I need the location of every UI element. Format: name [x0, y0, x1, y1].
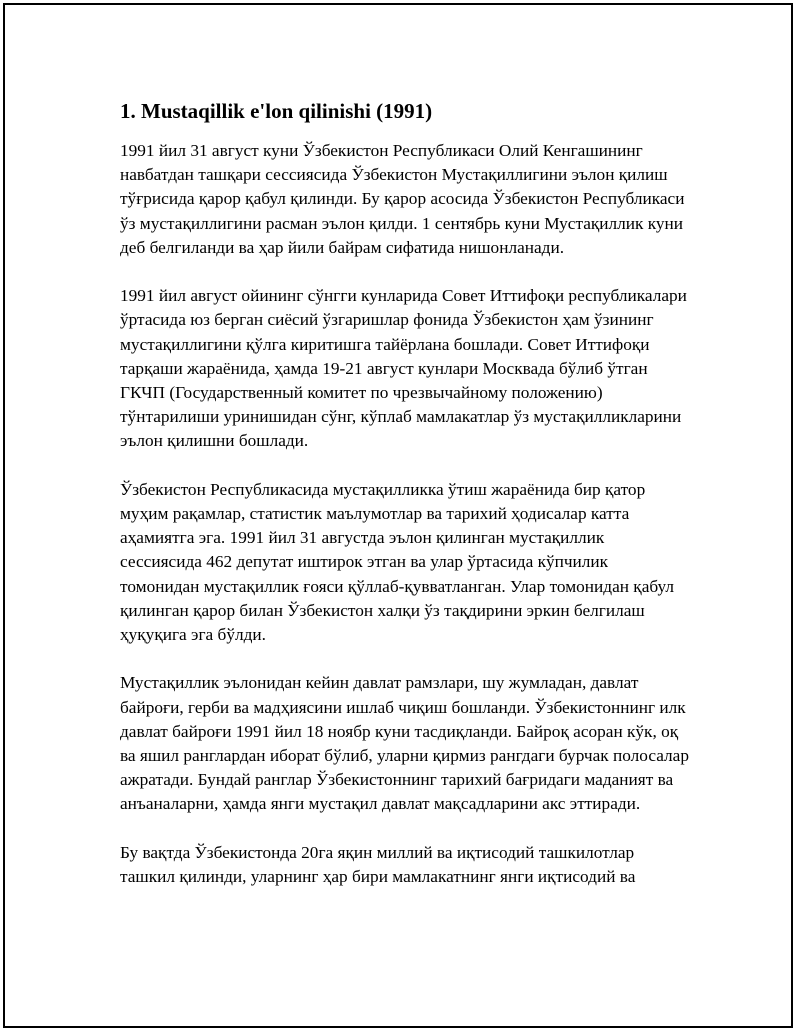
paragraph-1: 1991 йил 31 август куни Ўзбекистон Республикаси Олий Кенгашининг навбатдан ташқари сессиясида Ўзбекистон Мустақиллигини эълон қилиш тўғрисида қарор қабул қилинди. Бу қарор асосида Ўзбекистон Республикаси ўз мустақиллигини расман эълон қилди. 1 сентябрь куни Мустақиллик куни деб белгиланди ва ҳар йили байрам сифатида нишонланади.	[120, 141, 685, 257]
paragraph-4: Мустақиллик эълонидан кейин давлат рамзлари, шу жумладан, давлат байроғи, герби ва мадҳиясини ишлаб чиқиш бошланди. Ўзбекистоннинг илк давлат байроғи 1991 йил 18 ноябр куни тасдиқланди. Байроқ асоран кўк, оқ ва яшил ранглардан иборат бўлиб, уларни қирмиз рангдаги бурчак полосалар ажратади. Бундай ранглар Ўзбекистоннинг тарихий бағридаги маданият ва анъаналарни, ҳамда янги мустақил давлат мақсадларини акс эттиради.	[120, 673, 689, 814]
paragraph-3: Ўзбекистон Республикасида мустақилликка ўтиш жараёнида бир қатор муҳим рақамлар, статистик маълумотлар ва тарихий ҳодисалар катта аҳамиятга эга. 1991 йил 31 августда эълон қилинган мустақиллик сессиясида 462 депутат иштирок этган ва улар ўртасида кўпчилик томонидан мустақиллик ғояси қўллаб-қувватланган. Улар томонидан қабул қилинган қарор билан Ўзбекистон халқи ўз тақдирини эркин белгилаш ҳуқуқига эга бўлди.	[120, 479, 675, 645]
paragraph-2: 1991 йил август ойининг сўнгги кунларида Совет Иттифоқи республикалари ўртасида юз берган сиёсий ўзгаришлар фонида Ўзбекистон ҳам ўзининг мустақиллигини қўлга киритишга тайёрлана бошлади. Совет Иттифоқи тарқаши жараёнида, ҳамда 19-21 август кунлари Москвада бўлиб ўтган ГКЧП (Государственный комитет по чрезвычайному положению) тўнтарилиши уринишидан сўнг, кўплаб мамлакатлар ўз мустақилликларини эълон қилишни бошлади.	[120, 286, 687, 451]
section-heading: 1. Mustaqillik e'lon qilinishi (1991)	[120, 99, 433, 123]
page-frame	[3, 3, 793, 1028]
document-body	[120, 97, 690, 913]
paragraph-5: Бу вақтда Ўзбекистонда 20га яқин миллий ва иқтисодий ташкилотлар ташкил қилинди, уларнинг ҳар бири мамлакатнинг янги иқтисодий ва	[120, 842, 636, 887]
